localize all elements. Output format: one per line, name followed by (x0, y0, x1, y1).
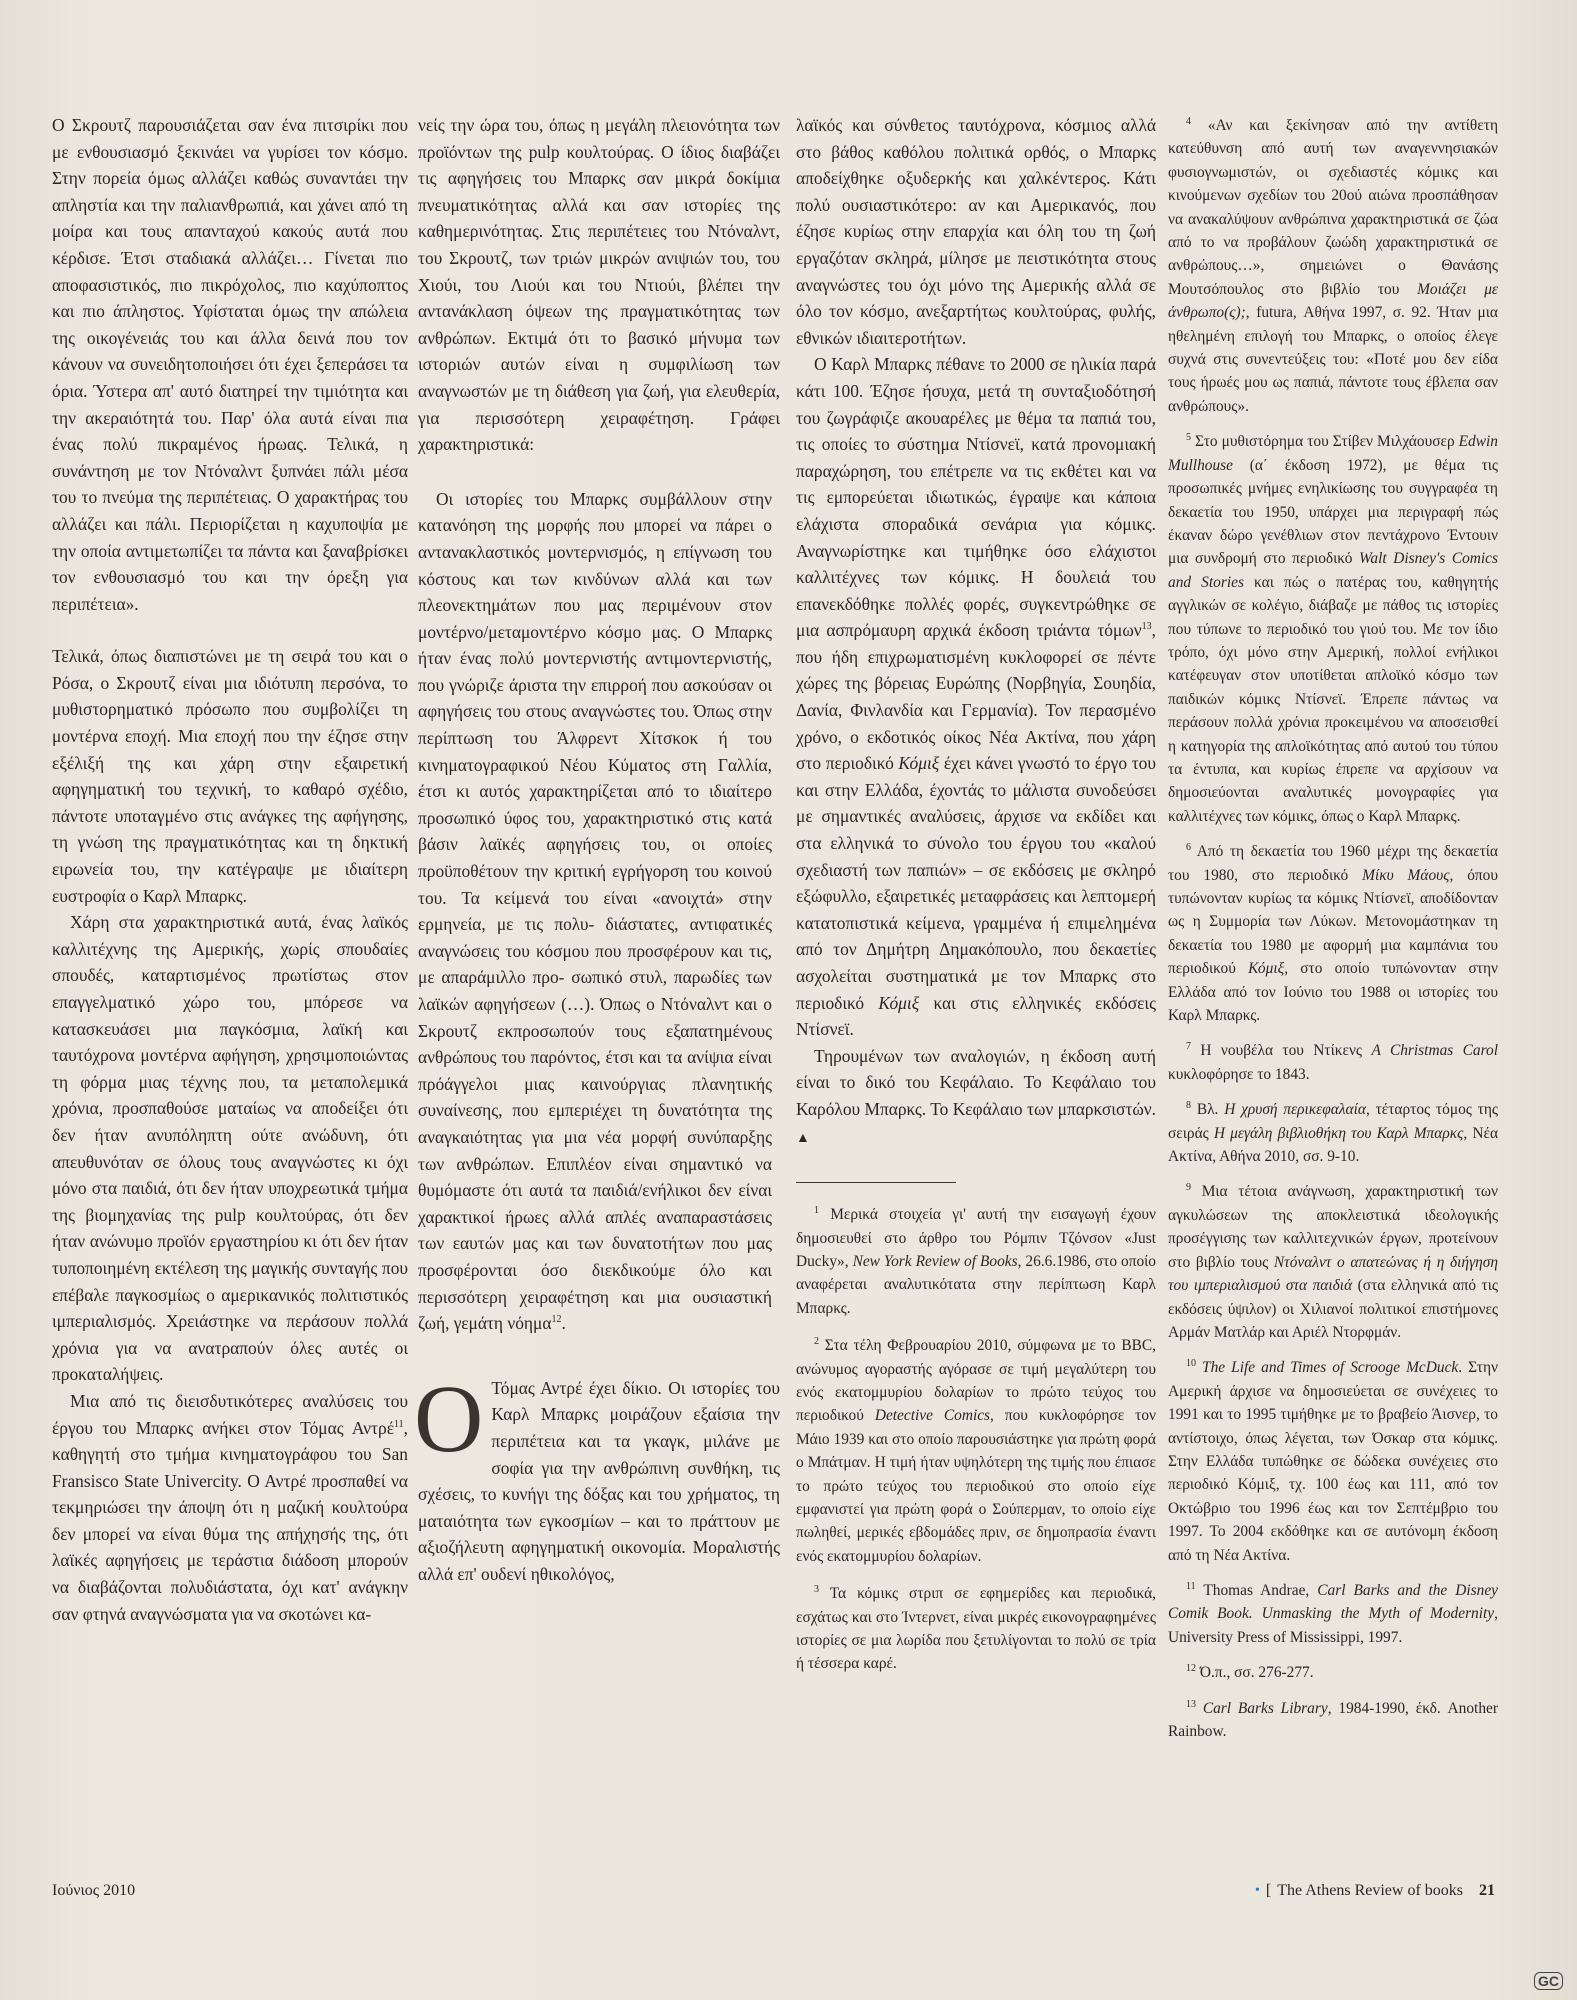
page-number: 21 (1479, 1882, 1495, 1899)
footnote-4: $^4$ «Αν και ξεκίνησαν από την αντίθετη κατεύθυνση από αυτή των αναγεννησιακών φυσιογνωμιστών, οι σχεδιαστές κόμικς και κινούμενων σχεδίων του 20ού αιώνα προσπάθησαν να ανακαλύψουν ανθρώπινα χαρακτηριστικά σε ζώα από το να προβάλουν ζωώδη χαρακτηριστικά σε ανθρώπους…», σημειώνει ο Θανάσης Μουτσόπουλος στο βιβλίο του Μοιάζει με άνθρωπο(ς);, futura, Αθήνα 1997, σ. 92. Ήταν μια ηθελημένη επιλογή του Μπαρκς, ο οποίος έλεγε συχνά στις συνεντεύξεις του: «Ποτέ μου δεν είδα τους ήρωές μου ως παπιά, πάντοτε τους έβλεπα σαν ανθρώπους». (1168, 115, 1498, 415)
quote-paragraph-1: Ο Σκρουτζ παρουσιάζεται σαν ένα πιτσιρίκι που με ενθουσιασμό ξεκινάει να γυρίσει τον κόσμο. Στην πορεία όμως αλλάζει καθώς συναντάει την απληστία και την παλιανθρωπιά, και χάνει από τη μοίρα και τους απανταχού κακούς αυτά που κέρδισε. Έτσι σταδιακά αλλάζει… Γίνεται πιο αποφασιστικός, πιο πικρόχολος, πιο καχύποπτος και πιο άπληστος. Υφίσταται όμως την απώλεια της οικογένειάς του και άλλα δεινά που τον κάνουν να συνειδητοποιήσει ότι έχει ξεπεράσει τα όρια. Ύστερα απ' αυτό διατηρεί την τιμιότητα και την ακεραιότητά του. Παρ' όλα αυτά είναι πια ένας πολύ πικραμένος ήρωας. Τελικά, η συνάντηση με τον Ντόναλντ ξυπνάει πάλι μέσα του το πνεύμα της περιπέτειας. Ο χαρακτήρας του αλλάζει και πάλι. Περιορίζεται η καχυποψία με την οποία αντιμετωπίζει τα πάντα και ξαναβρίσκει τον ενθουσιασμό του και την όρεξη για περιπέτεια». (52, 115, 408, 614)
paragraph-6: Ο Τόμας Αντρέ έχει δίκιο. Οι ιστορίες του Καρλ Μπαρκς μοιράζουν εξαίσια την περιπέτεια και τα γκαγκ, μιλάνε με σοφία για την ανθρώπινη συνθήκη, τις σχέσεις, το κυνήγι της δόξας και του χρήματος, τη ματαιότητα των εγκοσμίων – και το πράττουν με αξιοζήλευτη αφηγηματική οικονομία. Μοραλιστής αλλά επ' ουδενί ηθικολόγος, (414, 1364, 780, 1584)
paragraph-3: Χάρη στα χαρακτηριστικά αυτά, ένας λαϊκός καλλιτέχνης της Αμερικής, χωρίς σπουδαίες σπουδές, καταρτισμένος πρωτίστως στον επαγγελματικό χώρο του, μπόρεσε να κατασκευάσει μια παγκόσμια, λαϊκή και ταυτόχρονα μοντέρνα αφήγηση, χρησιμοποιώντας τη φόρμα μιας τέχνης που, τα μεταπολεμικά χρόνια, προσπαθούσε ματαίως να αποδείξει ότι δεν ήταν ανυπόληπτη ούτε ανώδυνη, ότι απευθυνόταν σε όλους τους αναγνώστες κι όχι μόνο στα παιδιά, ότι δεν ήταν υποχρεωτικά τμήμα της βιομηχανίας της pulp κουλτούρας, ότι δεν ήταν ανώνυμο προϊόν εργαστηρίου κι ότι δεν ήταν τυποποιημένη εκτέλεση της μαγικής συνταγής που επέβαλε παγκοσμίως ο αμερικανικός πολιτιστικός ιμπεριαλισμός. Χρειάστηκε να περάσουν πολλά χρόνια για να ανατραπούν όλες αυτές οι προκαταλήψεις. (52, 912, 408, 1385)
drop-cap: Ο (414, 1364, 484, 1472)
footnote-7: $^7$ Η νουβέλα του Ντίκενς A Christmas Carol κυκλοφόρησε το 1843. (1168, 1041, 1498, 1083)
block-quote: Οι ιστορίες του Μπαρκς συμβάλλουν στην κατανόηση της μορφής που μπορεί να πάρει ο αντανακλαστικός μοντερνισμός, η επίγνωση του κόστους και των κινδύνων αλλά και των πλεονεκτημάτων που μας περιμένουν στον μοντέρνο/μεταμοντέρνο κόσμο μας. Ο Μπαρκς ήταν ένας πολύ μοντερνιστής αντιμοντερνιστής, που γνώριζε άριστα την επιρροή που ασκούσαν οι αφηγήσεις του στους αναγνώστες του. Όπως στην περίπτωση του Άλφρεντ Χίτσκοκ ή του κινηματογραφικού Νέου Κύματος στη Γαλλία, έτσι κι αυτός χαρακτηρίζεται από το ιδιαίτερο προσωπικό ύφος του, χαρακτηριστικό στις κατά βάσιν λαϊκές αφηγήσεις του, οι οποίες προϋποθέτουν την κριτική εγρήγορση του κοινού του. Τα κείμενά του είναι «ανοιχτά» στην ερμηνεία, με τις πολυ- διάστατες, αντιφατικές αναγνώσεις του κόσμου που προσφέρουν και τις, με απαράμιλλο προ- σωπικό στυλ, παρωδίες των λαϊκών αφηγήσεων (…). Όπως ο Ντόναλντ και ο Σκρουτζ εκπροσωπούν τους εξαπατημένους ανθρώπους του παρόντος, έτσι και τα ανίψια είναι πρόάγγελοι μιας καινούργιας πλανητικής συναίνεσης, που εμπεριέχει τη δυνατότητα της αναγκαιότητας για μια νέα μορφή συνύπαρξης των ανθρώπων. Επιπλέον είναι σημαντικό να θυμόμαστε ότι αυτά τα παιδιά/ενήλικοι δεν είναι χαρακτικοί ήρωες αλλά απλές αναπαραστάσεις των εαυτών μας και των δυνατοτήτων που μας προσφέρονται όσο διεκδικούμε όλο και περισσότερη χειραφέτηση και μια ουσιαστική ζωή, γεμάτη νόημα$^{12}$. (418, 488, 772, 1334)
scanner-logo-icon: GC (1534, 1972, 1563, 1990)
paragraph-9: Τηρουμένων των αναλογιών, η έκδοση αυτή είναι το δικό του Κεφάλαιο. Το Κεφάλαιο του Καρόλου Μπαρκς. Το Κεφάλαιο των μπαρκσιστών. ▲ (796, 1045, 1156, 1146)
paragraph-8: Ο Καρλ Μπαρκς πέθανε το 2000 σε ηλικία παρά κάτι 100. Έζησε ήσυχα, μετά τη συνταξιοδότησή του ζωγράφιζε ακουαρέλες με θέμα τα παπιά του, τις οποίες το σύστημα Ντίσνεϊ, κατά προνομιακή παραχώρηση, του επέτρεπε να τις εκθέτει και να τις εμπορεύεται ιδιωτικώς, έγραψε και κάποια ελάχιστα σποραδικά σενάρια για κόμικς. Αναγνωρίστηκε και τιμήθηκε όσο ελάχιστοι καλλιτέχνες των κόμικς. Η δουλειά του επανεκδόθηκε πολλές φορές, συγκεντρώθηκε σε μια ασπρόμαυρη αρχικά έκδοση τριάντα τόμων$^{13}$, που ήδη επιχρωματισμένη κυκλοφορεί σε πέντε χώρες της βόρειας Ευρώπης (Νορβηγία, Σουηδία, Δανία, Φινλανδία και Γερμανία). Τον περασμένο χρόνο, ο εκδοτικός οίκος Νέα Ακτίνα, που χάρη στο περιοδικό Κόμιξ έχει κάνει γνωστό το έργο του και στην Ελλάδα, έχοντάς το μάλιστα συνοδεύσει με σημαντικές αναλύσεις, άρχισε να εκδίδει και στα ελληνικά το σύνολο του έργου του «καλού σχεδιαστή των παπιών» – σε εκδόσεις με σκληρό εξώφυλλο, εξαιρετικές μεταφράσεις και λεπτομερή κατατοπιστικά κείμενα, γραμμένα ή επιμελημένα από τον Δημήτρη Δημακόπουλο, που δεκαετίες ασχολείται συστηματικά με τον Μπαρκς στο περιοδικό Κόμιξ και στις ελληνικές εκδόσεις Ντίσνεϊ. (796, 354, 1156, 1040)
footer-journal (1255, 1882, 1495, 1900)
footnote-9: $^9$ Μια τέτοια ανάγνωση, χαρακτηριστική των αγκυλώσεων της αποκλειστικά ιδεολογικής προσέγγισης των καλλιτεχνικών έργων, προτείνουν στο βιβλίο τους Ντόναλντ ο απατεώνας ή η διήγηση του ιμπεριαλισμού στα παιδιά (στα ελληνικά από τις εκδόσεις ύψιλον) οι Χιλιανοί πολιτικοί επιστήμονες Αρμάν Ματλάρ και Αριέλ Ντορφμάν. (1168, 1182, 1498, 1341)
footnote-1: $^1$ Μερικά στοιχεία γι' αυτή την εισαγωγή έχουν δημοσιευθεί στο άρθρο του Ρόμπιν Τζόνσον «Just Ducky», New York Review of Books, 26.6.1986, στο οποίο αναφέρεται αναλυτικότατα στην περίπτωση Καρλ Μπαρκς. (796, 1205, 1156, 1317)
footer-date: Ιούνιος 2010 (52, 1882, 136, 1899)
footnote-6: $^6$ Από τη δεκαετία του 1960 μέχρι της δεκαετία του 1980, στο περιοδικό Μίκυ Μάους, όπου τυπώνονταν κυρίως τα κόμικς Ντίσνεϊ, αποδίδονταν ως η Συμμορία των Λύκων. Μετονομάστηκαν τη δεκαετία του 1980 με αφορμή μια καμπάνια του περιοδικού Κόμιξ, στο οποίο τυπώνονταν στην Ελλάδα από τον Ιούνιο του 1988 οι ιστορίες του Καρλ Μπαρκς. (1168, 842, 1498, 1025)
footnote-11: $^{11}$ Thomas Andrae, Carl Barks and the Disney Comik Book. Unmasking the Myth of Modernity, University Press of Mississippi, 1997. (1168, 1580, 1498, 1646)
paragraph-7: λαϊκός και σύνθετος ταυτόχρονα, κόσμιος αλλά στο βάθος καθόλου πολιτικά ορθός, ο Μπαρκς αποδείχθηκε οξυδερκής και χαλκέντερος. Κάτι πολύ ουσιαστικότερο: αν και Αμερικανός, που έζησε κυρίως στην επαρχία και όλη του τη ζωή εργαζόταν σκληρά, μίλησε με πειστικότητα στους αναγνώστες του όχι μόνο της Αμερικής αλλά σε όλο τον κόσμο, ανεξαρτήτως κουλτούρας, φυλής, εθνικών ιδιαιτεροτήτων. (796, 115, 1156, 348)
paragraph-5: νείς την ώρα του, όπως η μεγάλη πλειονότητα των προϊόντων της pulp κουλτούρας. Ο ίδιος διαβάζει τις αφηγήσεις του Μπαρκς σαν μικρά δοκίμια πνευματικότητας αλλά και σαν ιστορίες της καθημερινότητας. Στις περιπέτειες του Ντόναλντ, του Σκρουτζ, των τριών μικρών ανιψιών του, του Χιούι, του Λιούι και του Ντιούι, βλέπει την αντανάκλαση όψεων της πραγματικότητας των ανθρώπων. Εκτιμά ότι το βασικό μήνυμα των ιστοριών αυτών είναι η συμφιλίωση των αναγνωστών με τη διάθεση για ζωή, για ελευθερία, για περισσότερη χειραφέτηση. Γράφει χαρακτηριστικά: (418, 115, 780, 455)
end-triangle-icon: ▲ (796, 1130, 810, 1146)
column-3 (796, 112, 1156, 1690)
paragraph-4: Μια από τις διεισδυτικότερες αναλύσεις του έργου του Μπαρκς ανήκει στον Τόμας Αντρέ$^{11}$, καθηγητή στο τμήμα κινηματογράφου του San Fransisco State Univercity. Ο Αντρέ προσπαθεί να τεκμηριώσει την άποψη ότι η μαζική κουλτούρα δεν μπορεί να είναι θύμα της απήχησής της, ότι λαϊκές αφηγήσεις με τεράστια διάδοση μπορούν να διαβάζονται πολυδιάστατα, όχι κατ' ανάγκην σαν φτηνά αναγνώσματα για να σκοτώνει κα- (52, 1390, 408, 1624)
footnote-8: $^8$ Βλ. Η χρυσή περικεφαλαία, τέταρτος τόμος της σειράς Η μεγάλη βιβλιοθήκη του Καρλ Μπαρκς, Νέα Ακτίνα, Αθήνα 2010, σσ. 9-10. (1168, 1100, 1499, 1166)
column-2 (414, 112, 780, 1587)
column-4 (1168, 114, 1498, 1755)
footnote-12: $^{12}$ Ό.π., σσ. 276-277. (1186, 1663, 1314, 1682)
footnote-5: $^5$ Στο μυθιστόρημα του Στίβεν Μιλχάουσερ Edwin Mullhouse (α΄ έκδοση 1972), με θέμα τις προσωπικές μνήμες ενηλικίωσης του συγγραφέα τη δεκαετία του 1950, υπάρχει μια περιγραφή πώς έκαναν δώρο γενέθλιων στον πεντάχρονο Έντουιν μια συνδρομή στο περιοδικό Walt Disney's Comics and Stories και πώς ο πατέρας του, καθηγητής αγγλικών σε κολέγιο, διάβαζε με πάθος τις ιστορίες που τύπωνε το περιοδικό του γιού του. Με τον ίδιο τρόπο, όχι μόνο στην Αμερική, πολλοί ενήλικοι κατέφευγαν στον υποτίθεται απλοϊκό κόσμο των παιδικών κόμικς Ντίσνεϊ. Έπρεπε πάντως να περάσουν πολλά χρόνια προκειμένου να αποσεισθεί η κατηγορία της απλοϊκότητας από αυτού του τύπου τα έντυπα, και κυρίως έπρεπε να αρχίσουν να δημοσιεύονται αναλυτικές μονογραφίες για καλλιτέχνες των κόμικς, όπως ο Καρλ Μπαρκς. (1168, 432, 1498, 825)
footnote-3: $^3$ Τα κόμικς στριπ σε εφημερίδες και περιοδικά, εσχάτως και στο Ίντερνετ, είναι μικρές εικονογραφημένες ιστορίες σε μια λωρίδα που ξετυλίγονται το πολύ σε τρία ή τέσσερα καρέ. (796, 1584, 1157, 1673)
footnote-10: $^{10}$ The Life and Times of Scrooge McDuck. Στην Αμερική άρχισε να δημοσιεύεται σε συνέχειες το 1991 και το 1995 τιμήθηκε με το βραβείο Άισνερ, το αντίστοιχο, όπως λέγεται, των Όσκαρ στα κόμικς. Στην Ελλάδα τυπώθηκε σε δώδεκα συνέχειες στο περιοδικό Κόμιξ, τχ. 100 έως και 111, από τον Οκτώβριο του 1996 έως και τον Σεπτέμβριο του 1997. Το 2004 εκδόθηκε και σε αυτόνομη έκδοση από τη Νέα Ακτίνα. (1168, 1358, 1499, 1564)
column-1 (52, 112, 408, 1627)
footnote-divider (796, 1182, 956, 1183)
journal-name: The Athens Review of books (1277, 1882, 1463, 1899)
bullet-icon: • (1255, 1883, 1260, 1898)
footnote-13: $^{13}$ Carl Barks Library, 1984-1990, έκδ. Another Rainbow. (1168, 1698, 1498, 1740)
footnote-2: $^2$ Στα τέλη Φεβρουαρίου 2010, σύμφωνα με το BBC, ανώνυμος αγοραστής αγόρασε σε τιμή μεγαλύτερη του ενός εκατομμυρίου δολαρίων το πρώτο τεύχος του περιοδικού Detective Comics, που κυκλοφόρησε τον Μάιο 1939 και στο οποίο παρουσιάστηκε για πρώτη φορά ο Μπάτμαν. Η τιμή ήταν υψηλότερη της τιμής που έπιασε το πρώτο τεύχος του περιοδικού στο οποίο είχε εμφανιστεί για πρώτη φορά ο Σούπερμαν, το οποίο είχε πωληθεί, μερικές εβδομάδες πριν, σε δημοπρασία έναντι ενός εκατομμυρίου δολαρίων. (796, 1336, 1156, 1565)
paragraph-2: Τελικά, όπως διαπιστώνει με τη σειρά του και ο Ρόσα, ο Σκρουτζ είναι μια ιδιότυπη περσόνα, το μυθιστορηματικό πρόσωπο που συμβολίζει τη μοντέρνα εποχή. Μια εποχή που την έζησε στην εξέλιξή της και χάρη στην εξαιρετική αφηγηματική του τεχνική, το καθαρό σχέδιο, πάντοτε υποταγμένο στις ανάγκες της αφήγησης, τη γνώση της πραγματικότητας και τη δηκτική ειρωνεία του, την κατέγραψε με ιδιαίτερη ευστροφία ο Καρλ Μπαρκς. (52, 646, 408, 906)
footer-bracket: [ (1265, 1882, 1272, 1899)
